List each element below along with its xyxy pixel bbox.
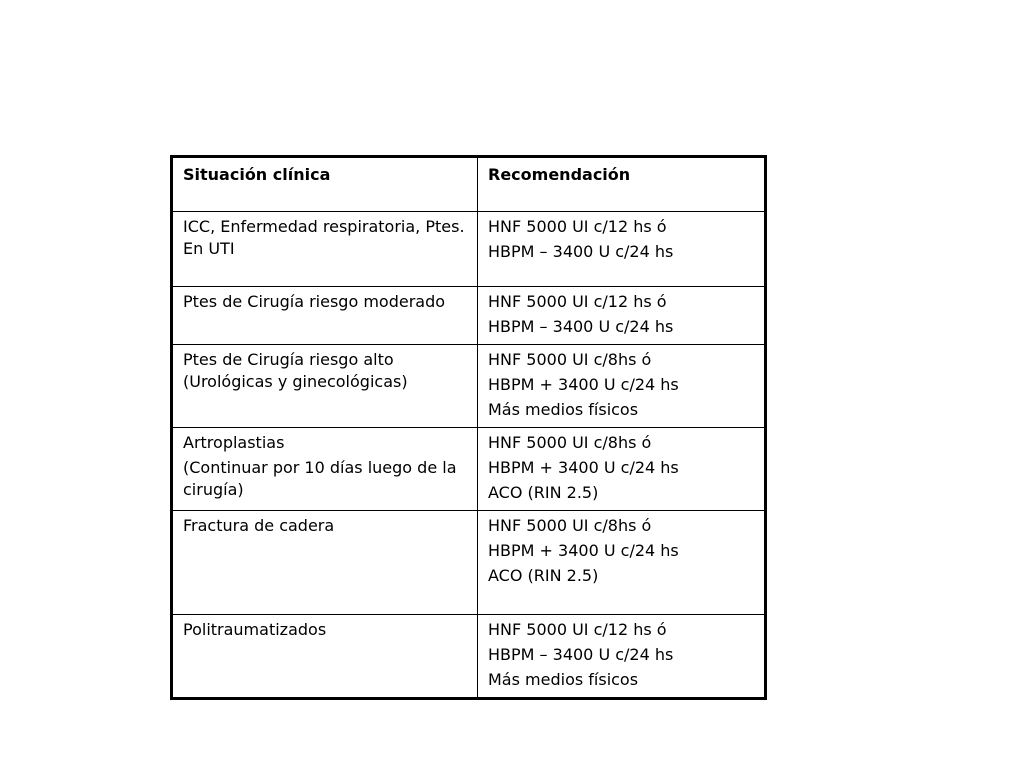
table-row — [172, 615, 766, 699]
situation-cell — [172, 345, 478, 428]
recommendation-line: HNF 5000 UI c/8hs ó — [488, 350, 652, 369]
situation-cell — [172, 428, 478, 511]
situation-text: Ptes de Cirugía riesgo moderado — [183, 292, 446, 311]
recommendation-cell — [478, 428, 766, 511]
table-row — [172, 428, 766, 511]
situation-text: ICC, Enfermedad respiratoria, Ptes. En UTI — [183, 217, 465, 258]
recommendation-line: HBPM – 3400 U c/24 hs — [488, 317, 674, 336]
recommendation-line: HNF 5000 UI c/12 hs ó — [488, 620, 667, 639]
situation-text: Fractura de cadera — [183, 516, 335, 535]
recommendation-line: HBPM + 3400 U c/24 hs — [488, 458, 679, 477]
recommendation-cell — [478, 511, 766, 615]
recommendation-line: HBPM + 3400 U c/24 hs — [488, 375, 679, 394]
situation-cell — [172, 511, 478, 615]
recommendation-table — [170, 155, 767, 700]
recommendation-cell — [478, 345, 766, 428]
recommendation-line: HNF 5000 UI c/12 hs ó — [488, 217, 667, 236]
recommendation-line: HNF 5000 UI c/8hs ó — [488, 433, 652, 452]
table-row — [172, 511, 766, 615]
recommendation-line: Más medios físicos — [488, 670, 639, 689]
recommendation-line: HBPM – 3400 U c/24 hs — [488, 242, 674, 261]
recommendation-line: HBPM – 3400 U c/24 hs — [488, 645, 674, 664]
recommendation-line: HBPM + 3400 U c/24 hs — [488, 541, 679, 560]
recommendation-cell — [478, 615, 766, 699]
table-row — [172, 287, 766, 345]
table-row — [172, 212, 766, 287]
recommendation-line: HNF 5000 UI c/8hs ó — [488, 516, 652, 535]
header-recommendation: Recomendación — [478, 157, 766, 212]
situation-cell — [172, 615, 478, 699]
recommendation-cell — [478, 212, 766, 287]
header-situation: Situación clínica — [172, 157, 478, 212]
table-header-row — [172, 157, 766, 212]
recommendation-line: Más medios físicos — [488, 400, 639, 419]
recommendation-line: ACO (RIN 2.5) — [488, 566, 599, 585]
situation-note: (Continuar por 10 días luego de la cirugía) — [183, 458, 457, 499]
recommendation-line: HNF 5000 UI c/12 hs ó — [488, 292, 667, 311]
situation-text: Politraumatizados — [183, 620, 327, 639]
situation-cell — [172, 287, 478, 345]
situation-text: Artroplastias — [183, 433, 285, 452]
situation-cell — [172, 212, 478, 287]
table-row — [172, 345, 766, 428]
recommendation-line: ACO (RIN 2.5) — [488, 483, 599, 502]
situation-text: Ptes de Cirugía riesgo alto (Urológicas y ginecológicas) — [183, 350, 408, 391]
recommendation-cell — [478, 287, 766, 345]
